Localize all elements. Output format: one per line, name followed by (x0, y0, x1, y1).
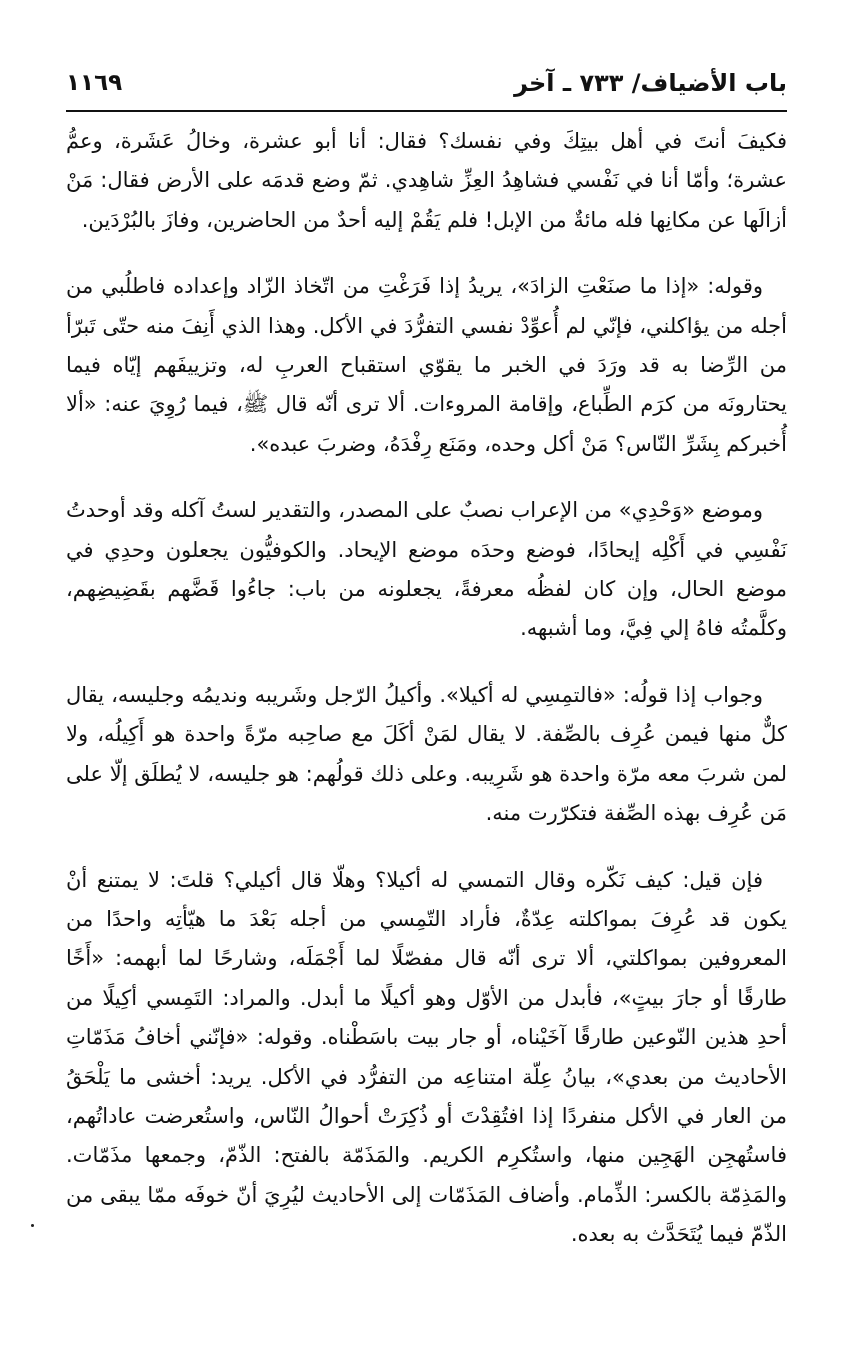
paragraph: وجواب إذا قولُه: «فالتمِسِي له أكيلا». وأكيلُ الرّجل وشَريبه ونديمُه وجليسه، يقال كلٌّ منها فيمن عُرِف بالصِّفة. لا يقال لمَنْ أكَلَ مع صاحِبه مرّةً واحدة هو أَكِيلُه، ولا لمن شربَ معه مرّة واحدة هو شَرِيبه. وعلى ذلك قولُهم: هو جليسه، لا يُطلَق إلّا على مَن عُرِف بهذه الصِّفة فتكرّرت منه. (66, 682, 787, 826)
paragraph: فإن قيل: كيف نَكّره وقال التمسي له أكيلا؟ وهلّا قال أكيلي؟ قلتَ: لا يمتنع أنْ يكون قد عُرِفَ بمواكلته عِدّةٌ، فأراد التّمِسي من أجله بَعْدَ ما هيّأتِه واحدًا من المعروفين بمواكلتي، ألا ترى أنّه قال مفصّلًا لما أَجْمَلَه، وشارحًا لما أبهمه: «أَخًا طارقًا أو جارَ بيتٍ»، فأبدل من الأوّل وهو أكيلًا ما أبدل. والمراد: التَمِسي أكِيلًا من أحدِ هذين النّوعين طارقًا آخَيْناه، أو جار بيت باسَطْناه. وقوله: «فإنّني أخافُ مَذَمّاتِ الأحاديث من بعدي»، بيانُ عِلّة امتناعِه من التفرُّد في الأكل. يريد: أخشى ما يَلْحَقُ من العار في الأكل منفردًا إذا افتُقِدْتَ أو ذُكِرَتْ أحوالُ النّاس، واستُعرضت عاداتُهم، فاستُهجِن الهَجِين منها، واستُكرِم الكريم. والمَذَمّة بالفتح: الذّمّ، وجمعها مذَمّات. والمَذِمّة بالكسر: الذِّمام. وأضاف المَذَمّات إلى الأحاديث ليُرِيَ أنّ خوفَه ممّا يبقى من الذّمّ فيما يُتَحَدَّث به بعده. (66, 867, 787, 1247)
stray-ink-mark (31, 1224, 34, 1227)
page-header (66, 56, 787, 112)
paragraph: فكيفَ أنتَ في أهل بيتِكَ وفي نفسك؟ فقال: أنا أبو عشرة، وخالُ عَشَرة، وعمُّ عشرة؛ وأمّا أنا في نَفْسي فشاهِدُ العِزِّ شاهِدي. ثمّ وضع قدمَه على الأرض فقال: مَنْ أزالَها عن مكانِها فله مائةٌ من الإبل! فلم يَقُمْ إليه أحدٌ من الحاضرين، وفازَ بالبُرْدَين. (66, 129, 787, 232)
paragraph: وموضع «وَحْدِي» من الإعراب نصبٌ على المصدر، والتقدير لستُ آكله وقد أوحدتُ نَفْسِي في أَكْلِه إيحادًا، فوضع وحدَه موضع الإيحاد. والكوفيُّون يجعلون وحدِي في موضع الحال، وإن كان لفظُه معرفةً، يجعلونه من باب: جاءُوا قَضَّهم بقَضِيضِهم، وكلَّمتُه فاهُ إلي فِيَّ، وما أشبهه. (66, 498, 787, 641)
page-number: ١١٦٩ (66, 69, 123, 96)
paragraph: وقوله: «إذا ما صنَعْتِ الزادَ»، يريدُ إذا فَرَغْتِ من اتّخاذ الزّاد وإعداده فاطلُبي من أجله من يؤاكلني، فإنّي لم أُعوِّدْ نفسي التفرُّدَ في الأكل. وهذا الذي أَنِفَ منه حتّى تَبرّأ من الرِّضا به قد ورَدَ في الخبر ما يقوّي استقباح العربِ له، وتزييفَهم إيّاه فيما يحتارونَه من كرَم الطِّباع، وإقامة المروءات. ألا ترى أنّه قال ﷺ، فيما رُوِيَ عنه: «ألا أُخبركم بِشَرِّ النّاس؟ مَنْ أكل وحده، ومَنَع رِفْدَهُ، وضربَ عبده». (66, 274, 787, 456)
body-text (66, 122, 787, 1282)
running-title: باب الأضياف/ ٧٣٣ ـ آخر (514, 69, 787, 97)
